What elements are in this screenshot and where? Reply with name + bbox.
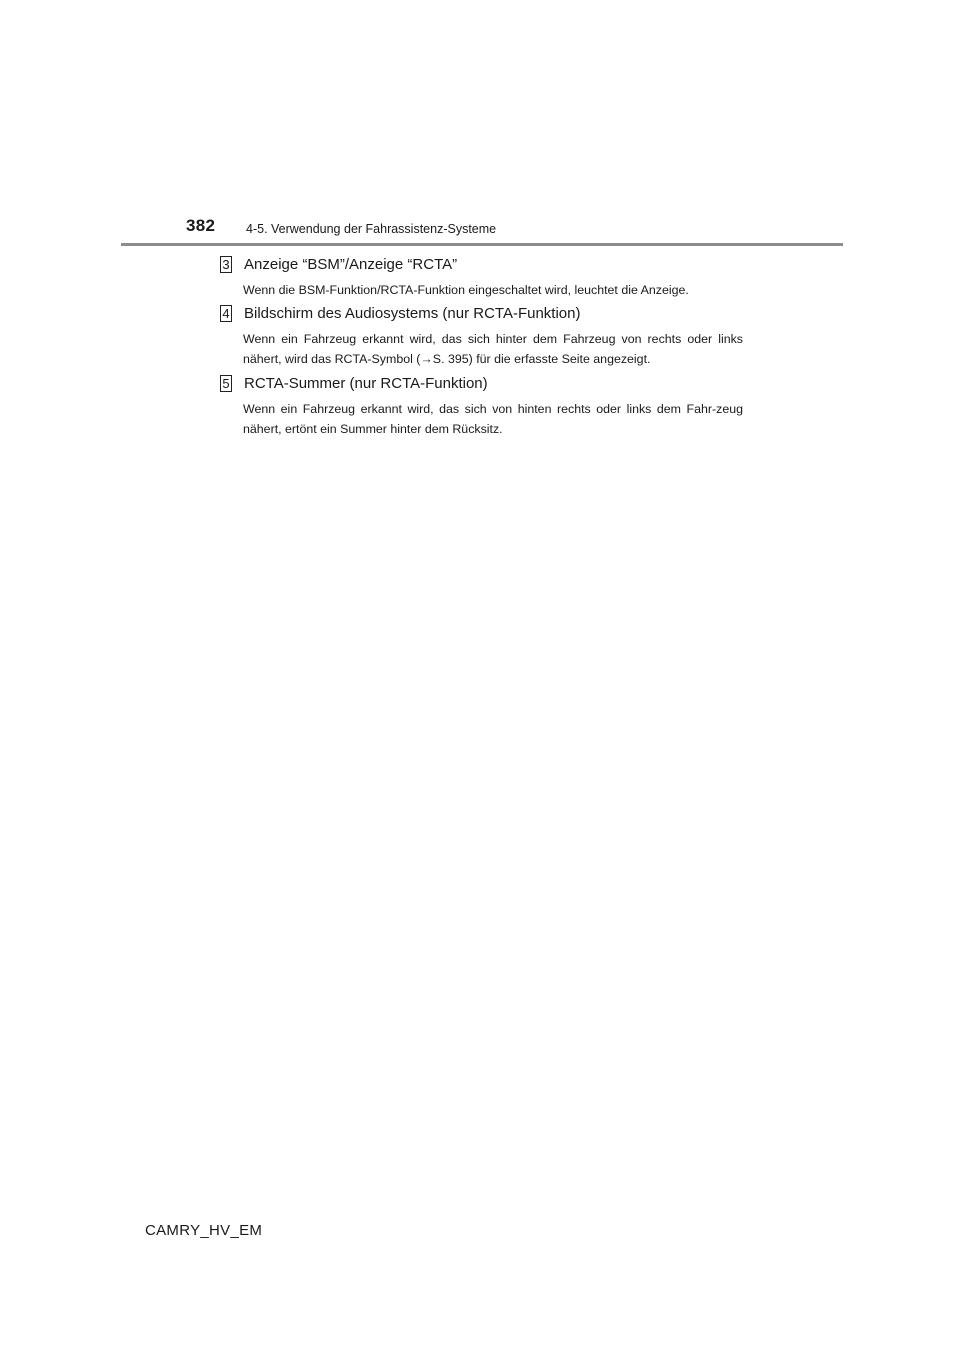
item-number-badge: 4: [220, 305, 232, 322]
item-number-badge: 3: [220, 256, 232, 273]
footer-model-code: CAMRY_HV_EM: [145, 1222, 263, 1239]
item-number-badge: 5: [220, 375, 232, 392]
list-item: [220, 373, 750, 439]
item-title: RCTA-Summer (nur RCTA-Funktion): [244, 374, 488, 392]
list-item: [220, 254, 750, 300]
item-title: Anzeige “BSM”/Anzeige “RCTA”: [244, 255, 458, 273]
header-divider: [121, 243, 843, 246]
list-item: [220, 303, 750, 369]
item-description: Wenn die BSM-Funktion/RCTA-Funktion eingeschaltet wird, leuchtet die Anzeige.: [243, 283, 689, 297]
section-title: 4-5. Verwendung der Fahrassistenz-Systeme: [246, 222, 497, 236]
item-title: Bildschirm des Audiosystems (nur RCTA-Funktion): [244, 304, 581, 322]
page-number: 382: [186, 216, 216, 235]
item-description: Wenn ein Fahrzeug erkannt wird, das sich von hinten rechts oder links dem Fahr-zeug nähert, ertönt ein Summer hinter dem Rücksitz.: [243, 402, 743, 436]
item-description: Wenn ein Fahrzeug erkannt wird, das sich hinter dem Fahrzeug von rechts oder links nähert, wird das RCTA-Symbol (→S. 395) für die erfasste Seite angezeigt.: [243, 332, 743, 366]
